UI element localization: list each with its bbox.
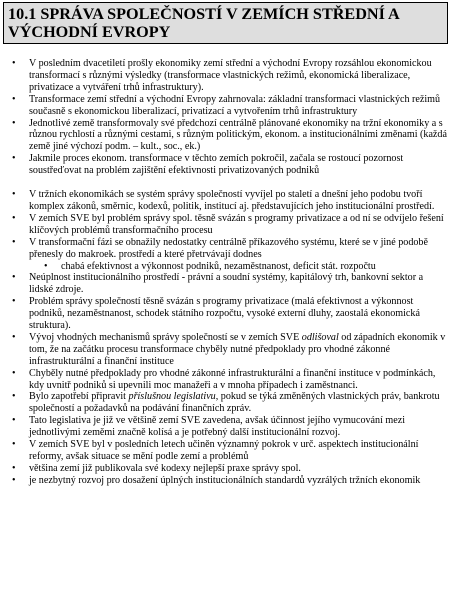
list-item-text: V zemích SVE byl v posledních letech učiněn významný pokrok v urč. aspektech institucionální reformy, avšak situace se mění podle zemí a problémů [29,439,419,462]
list-item [0,237,448,261]
bullet-icon: • [12,331,16,343]
bullet-list [0,58,448,487]
list-item-text: V transformační fázi se obnažily nedostatky centrálně příkazového systému, které se v jiné podobě přenesly do makroek. prostředí a které přetrvávají dodnes [29,236,428,260]
list-item-text: Neúplnost institucionálního prostředí - právní a soudní systémy, kapitálový trh, bankovní sektor a lidské zdroje. [29,272,424,296]
list-item [0,272,448,296]
list-item-text: je nezbytný rozvoj pro dosažení úplných institucionálních standardů vyzrálých tržních ekonomik [29,474,421,486]
bullet-icon: • [12,189,16,201]
list-item [0,391,448,415]
section-heading-box [3,2,448,44]
italic-term: odlišoval [301,331,339,343]
bullet-icon: • [12,117,16,129]
list-item-text [29,332,448,368]
bullet-icon: • [12,272,16,284]
section-heading: 10.1 SPRÁVA SPOLEČNOSTÍ V ZEMÍCH STŘEDNÍ A VÝCHODNÍ EVROPY [8,5,399,41]
list-item [0,296,448,332]
list-item [0,189,448,213]
list-item-text: chabá efektivnost a výkonnost podniků, nezaměstnanost, deficit stát. rozpočtu [61,260,376,272]
list-item [0,153,448,177]
list-item-text: Jednotlivé země transformovaly své předchozí centrálně plánované ekonomiky na tržní ekonomiky a s různou rychlostí a různými cestami, s různým politickým, ekonom. a institucionálními změnami (každá země jiné výchozí podm. – kult., soc., ek.) [29,117,447,153]
list-item-text: V zemích SVE byl problém správy spol. těsně svázán s programy privatizace a od ní se odvíjelo řešení klíčových problémů transformačního procesu [29,212,444,236]
bullet-icon: • [12,474,16,486]
bullet-icon: • [12,58,16,69]
list-item [0,439,448,463]
list-item [0,58,448,94]
list-item-text: V tržních ekonomikách se systém správy společností vyvíjel po staletí a dnešní jeho podobu tvoří komplex zákonů, směrnic, kodexů, politik, institucí aj. představujících jeho institucionální prostředí. [29,189,435,212]
bullet-icon: • [12,93,16,105]
sub-list-item [0,261,448,273]
list-item-text-part: Vývoj vhodných mechanismů správy společností se v zemích SVE [29,331,302,343]
list-item-text-part: od západních ekonomik v tom, že na začátku procesu transformace chyběly nutné předpoklady pro vhodné zákonné infrastrukturální a finanční instituce [29,331,446,367]
list-item-text: Jakmile proces ekonom. transformace v těchto zemích pokročil, začala se rostoucí pozornost soustřeďovat na problém zajištění efektivnosti privatizovaných podniků [29,153,404,177]
list-item-text-part: , pokud se týká změněných vlastnických práv, bankrotu společností a požadavků na podávání finančních zpráv. [29,391,440,415]
list-item-text-part: Bylo zapotřebí připravit [29,391,129,403]
bullet-icon: • [12,415,16,427]
list-item-text: Problém správy společností těsně svázán s programy privatizace (malá efektivnost a výkonnost podniků, nezaměstnanost, schodek státního rozpočtu, vysoké externí dluhy, zaostalá ekonomická struktura). [29,296,420,332]
bullet-icon: • [12,296,16,308]
list-item-text: Tato legislativa je již ve většině zemí SVE zavedena, avšak účinnost jejího vymucování mezi jednotlivými zeměmi značně kolísá a je potřebný další institucionální rozvoj. [29,415,406,439]
bullet-icon: • [12,153,16,165]
bullet-icon: • [12,439,16,451]
list-item [0,118,448,154]
list-item-text: Transformace zemí střední a východní Evropy zahrnovala: základní transformaci vlastnických režimů současně s ekonomickou liberalizací, privatizací a vytvořením trhů infrastruktury [29,93,441,117]
list-item-text: většina zemí již publikovala své kodexy nejlepší praxe správy spol. [29,462,301,474]
bullet-icon: • [12,236,16,248]
bullet-icon: • [12,367,16,379]
list-item-text: Chyběly nutné předpoklady pro vhodné zákonné infrastrukturální a finanční instituce v podmínkách, kdy uvnitř podniků si upevnili moc manažeři a v mnoha případech i zaměstnanci. [29,367,436,391]
list-item [0,332,448,368]
list-item-text: V posledním dvacetiletí prošly ekonomiky zemí střední a východní Evropy rozsáhlou ekonomickou transformací s různými výsledky (transformace vlastnických režimů, ekonomická liberalizace, privatizace a vytváření trhů infrastruktury). [29,58,432,93]
list-item [0,463,448,475]
bullet-icon: • [44,260,48,272]
list-item-text [29,391,448,415]
list-item [0,368,448,392]
list-item [0,475,448,487]
italic-term: příslušnou legislativu [128,391,216,403]
list-item [0,94,448,118]
list-item [0,415,448,439]
bullet-icon: • [12,462,16,474]
list-item [0,213,448,237]
bullet-icon: • [12,212,16,224]
bullet-icon: • [12,391,16,403]
